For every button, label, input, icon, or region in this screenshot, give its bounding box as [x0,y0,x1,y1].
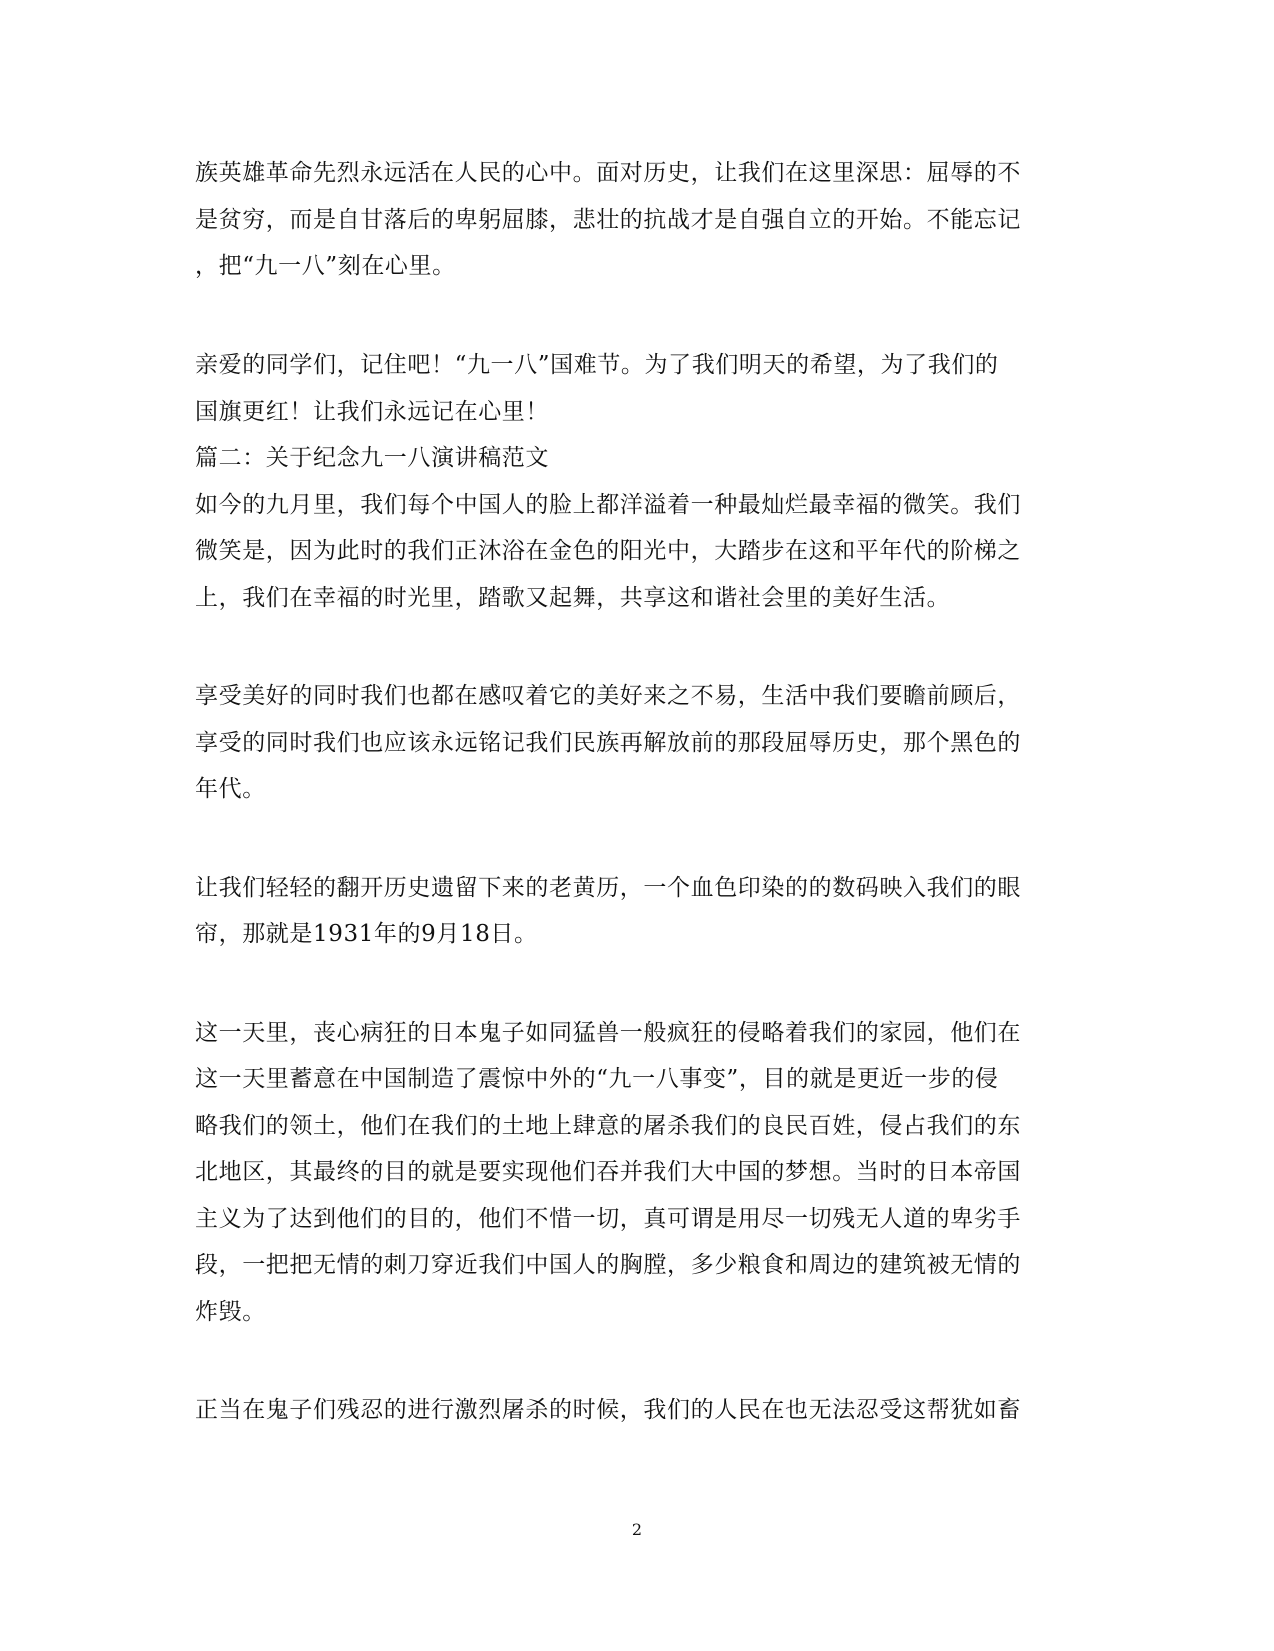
text-line: 让我们轻轻的翻开历史遗留下来的老黄历，一个血色印染的的数码映入我们的眼 [195,875,1021,901]
text-line: 这一天里，丧心病狂的日本鬼子如同猛兽一般疯狂的侵略着我们的家园，他们在 [195,1020,1021,1046]
text-line: 主义为了达到他们的目的，他们不惜一切，真可谓是用尽一切残无人道的卑劣手 [195,1206,1021,1232]
section-heading: 篇二：关于纪念九一八演讲稿范文 [195,445,549,471]
text-line: 如今的九月里，我们每个中国人的脸上都洋溢着一种最灿烂最幸福的微笑。我们 [195,492,1021,518]
text-line: 炸毁。 [195,1299,266,1325]
text-line: 享受的同时我们也应该永远铭记我们民族再解放前的那段屈辱历史，那个黑色的 [195,730,1021,756]
text-line: 帘，那就是1931年的9月18日。 [195,921,538,947]
text-line: 上，我们在幸福的时光里，踏歌又起舞，共享这和谐社会里的美好生活。 [195,585,951,611]
text-line: 这一天里蓄意在中国制造了震惊中外的“九一八事变”，目的就是更近一步的侵 [195,1066,999,1092]
text-line: 正当在鬼子们残忍的进行激烈屠杀的时候，我们的人民在也无法忍受这帮犹如畜 [195,1397,1021,1423]
page-number: 2 [631,1520,643,1539]
text-line: 北地区，其最终的目的就是要实现他们吞并我们大中国的梦想。当时的日本帝国 [195,1159,1021,1185]
text-line: 略我们的领土，他们在我们的土地上肆意的屠杀我们的良民百姓，侵占我们的东 [195,1113,1021,1139]
text-line: 国旗更红！让我们永远记在心里！ [195,399,549,425]
text-line: 段，一把把无情的刺刀穿近我们中国人的胸膛，多少粮食和周边的建筑被无情的 [195,1252,1021,1278]
text-line: 亲爱的同学们，记住吧！“九一八”国难节。为了我们明天的希望，为了我们的 [195,352,999,378]
text-line: 享受美好的同时我们也都在感叹着它的美好来之不易，生活中我们要瞻前顾后， [195,683,1021,709]
text-line: 族英雄革命先烈永远活在人民的心中。面对历史，让我们在这里深思：屈辱的不 [195,160,1021,186]
text-line: 年代。 [195,776,266,802]
text-line: 微笑是，因为此时的我们正沐浴在金色的阳光中，大踏步在这和平年代的阶梯之 [195,538,1021,564]
text-line: 是贫穷，而是自甘落后的卑躬屈膝，悲壮的抗战才是自强自立的开始。不能忘记 [195,207,1021,233]
text-line: ，把“九一八”刻在心里。 [195,253,456,279]
